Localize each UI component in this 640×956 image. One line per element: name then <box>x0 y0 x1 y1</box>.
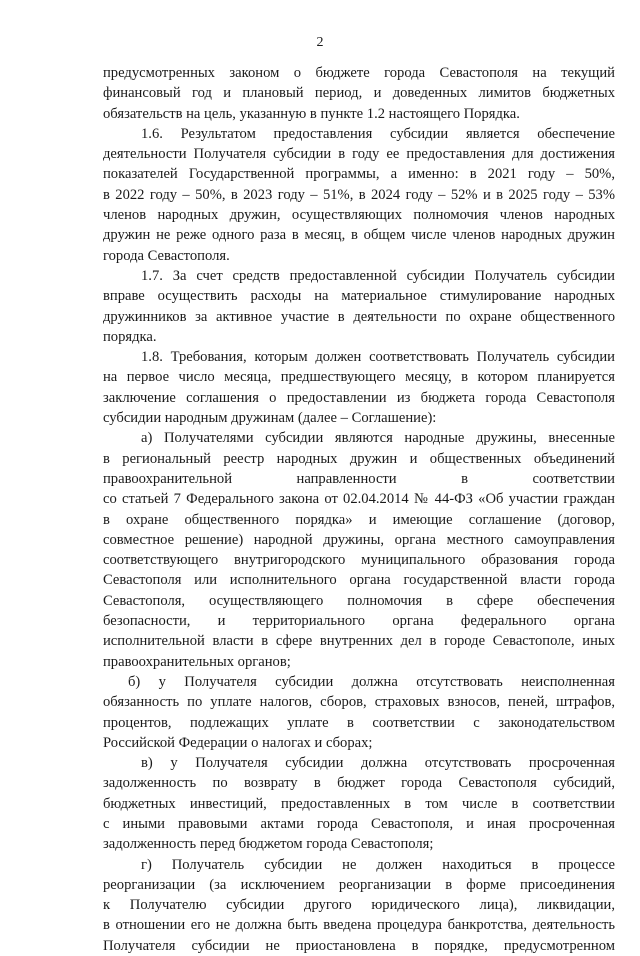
text-line: обязанность по уплате налогов, сборов, страховых взносов, пеней, штрафов, <box>103 694 615 711</box>
text-line: деятельности Получателя субсидии в году ее предоставления для достижения <box>103 146 615 163</box>
text-line: правоохранительных органов; <box>103 653 291 670</box>
text-line: процентов, подлежащих уплате в соответствии с законодательством <box>103 714 615 731</box>
text-line: предусмотренных законом о бюджете города Севастополя на текущий <box>103 65 615 81</box>
text-line: в региональный реестр народных дружин и общественных объединений <box>103 450 615 467</box>
text-line: а) Получателями субсидии являются народные дружины, внесенные <box>141 430 615 447</box>
text-line: безопасности, и территориального органа федерального органа <box>103 613 615 630</box>
text-line: финансовый год и плановый период, и доведенных лимитов бюджетных <box>103 85 615 102</box>
text-line: соответствующего внутригородского муниципального образования города <box>103 552 615 569</box>
text-line: субсидии народным дружинам (далее – Соглашение): <box>103 410 437 427</box>
text-line: Получателя субсидии не приостановлена в порядке, предусмотренном <box>103 937 615 954</box>
text-line: в 2022 году – 50%, в 2023 году – 51%, в 2024 году – 52% и в 2025 году – 53% <box>103 186 615 203</box>
text-line: Севастополя или исполнительного органа государственной власти города <box>103 572 615 589</box>
text-line: в) у Получателя субсидии должна отсутствовать просроченная <box>141 755 615 772</box>
document-body <box>103 63 615 956</box>
text-line: в отношении его не должна быть введена процедура банкротства, деятельность <box>103 917 615 934</box>
text-line: дружинников за активное участие в деятельности по охране общественного <box>103 308 615 325</box>
text-line: задолженность перед бюджетом города Севастополя; <box>103 836 434 853</box>
text-line: бюджетных инвестиций, предоставленных в том числе в соответствии <box>103 795 615 812</box>
text-line: 1.6. Результатом предоставления субсидии является обеспечение <box>141 125 615 142</box>
text-line: дружин не реже одного раза в месяц, в общем числе членов народных дружин <box>103 227 615 244</box>
text-line: Севастополя, осуществляющего полномочия в сфере обеспечения <box>103 592 615 609</box>
text-line: обязательств на цель, указанную в пункте 1.2 настоящего Порядка. <box>103 105 520 122</box>
text-line: исполнительной власти в сфере внутренних дел в городе Севастополе, иных <box>103 633 615 650</box>
text-line: 1.7. За счет средств предоставленной субсидии Получатель субсидии <box>141 267 615 284</box>
text-line: в охране общественного порядка» и имеющие соглашение (договор, <box>103 511 615 528</box>
text-line: вправе осуществить расходы на материальное стимулирование народных <box>103 288 615 305</box>
text-line: к Получателю субсидии другого юридического лица), ликвидации, <box>103 897 615 914</box>
text-line: заключение соглашения о предоставлении из бюджета города Севастополя <box>103 389 615 406</box>
text-line: порядка. <box>103 328 157 345</box>
text-line: г) Получатель субсидии не должен находиться в процессе <box>141 856 615 873</box>
text-line: совместное решение) народной дружины, органа местного самоуправления <box>103 531 615 548</box>
text-line: правоохранительной направленности в соответствии <box>103 470 615 487</box>
text-line: б) у Получателя субсидии должна отсутствовать неисполненная <box>128 673 615 690</box>
text-line: членов народных дружин, осуществляющих полномочия членов народных <box>103 207 615 224</box>
text-line: со статьей 7 Федерального закона от 02.04.2014 № 44-ФЗ «Об участии граждан <box>103 491 615 508</box>
text-line: задолженность по возврату в бюджет города Севастополя субсидий, <box>103 775 615 792</box>
text-line: Российской Федерации о налогах и сборах; <box>103 734 373 751</box>
page-number: 2 <box>316 35 324 50</box>
text-line: на первое число месяца, предшествующего месяцу, в котором планируется <box>103 369 615 386</box>
text-line: с иными правовыми актами города Севастополя, и иная просроченная <box>103 815 615 832</box>
text-line: города Севастополя. <box>103 247 230 264</box>
text-line: реорганизации (за исключением реорганизации в форме присоединения <box>103 876 615 893</box>
text-line: показателей Государственной программы, а именно: в 2021 году – 50%, <box>103 166 615 183</box>
text-line: 1.8. Требования, которым должен соответствовать Получатель субсидии <box>141 349 615 366</box>
